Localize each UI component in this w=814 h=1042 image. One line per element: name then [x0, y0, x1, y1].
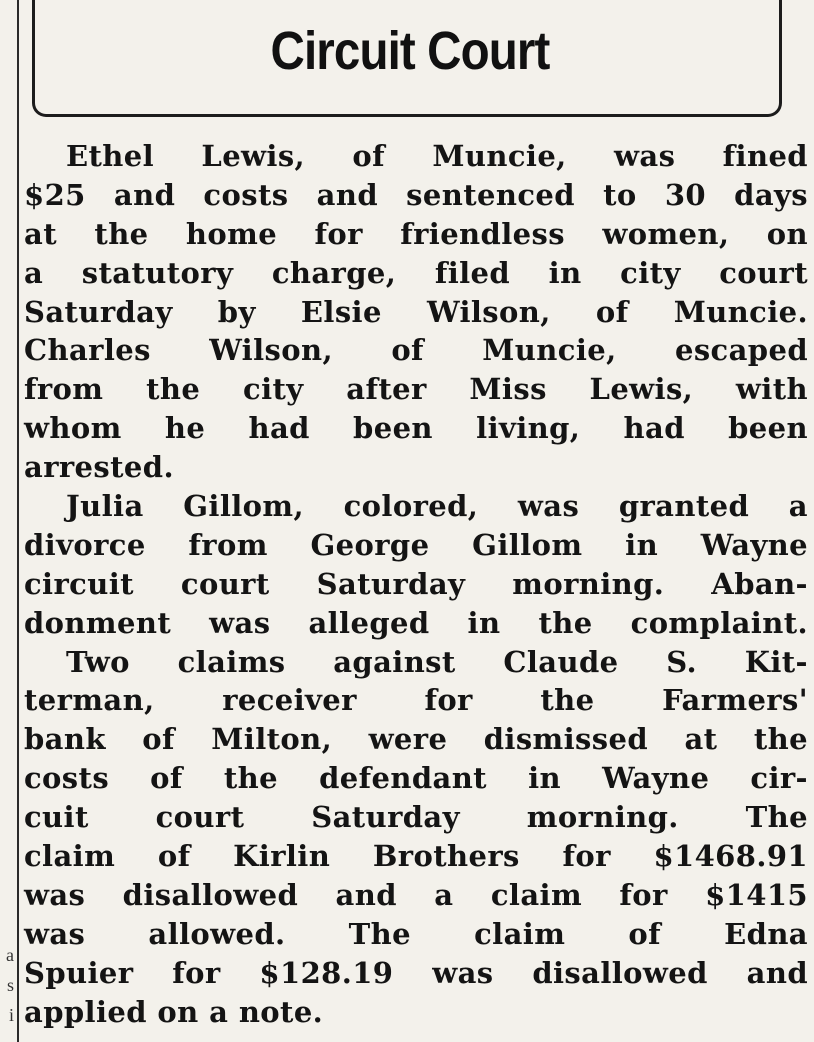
article-line: was allowed. The claim of Edna [24, 916, 808, 951]
article-line: a statutory charge, filed in city court [24, 255, 808, 290]
article-line: Saturday by Elsie Wilson, of Muncie. [24, 294, 808, 329]
article-line: from the city after Miss Lewis, with [24, 372, 808, 407]
column-rule [17, 0, 19, 1042]
margin-fragment: i [8, 1005, 14, 1025]
paragraph [24, 643, 808, 1032]
margin-fragment: a [6, 945, 14, 965]
article-line: was disallowed and a claim for $1415 [24, 877, 808, 912]
article-line: applied on a note. [24, 994, 324, 1029]
article-line: bank of Milton, were dismissed at the [24, 722, 808, 757]
article-line: Julia Gillom, colored, was granted a [66, 489, 808, 524]
article-line: Ethel Lewis, of Muncie, was fined [66, 139, 808, 173]
article-line: Charles Wilson, of Muncie, escaped [24, 333, 808, 368]
article-body [24, 137, 808, 1031]
headline-box [32, 10, 782, 117]
headline: Circuit Court [270, 21, 550, 81]
article-line: whom he had been living, had been [24, 411, 808, 446]
article-line: terman, receiver for the Farmers' [24, 683, 808, 718]
paragraph [24, 487, 808, 643]
article-line: at the home for friendless women, on [24, 216, 808, 251]
article-line: claim of Kirlin Brothers for $1468.91 [24, 839, 808, 874]
article-line: divorce from George Gillom in Wayne [24, 527, 808, 562]
article-line: donment was alleged in the complaint. [24, 605, 808, 640]
paragraph [24, 137, 808, 487]
article-line: arrested. [24, 450, 174, 485]
article-line: Two claims against Claude S. Kit- [66, 644, 808, 679]
article-line: costs of the defendant in Wayne cir- [24, 761, 808, 796]
article-line: $25 and costs and sentenced to 30 days [24, 177, 808, 212]
margin-fragments [0, 940, 14, 1030]
margin-fragment: s [6, 975, 14, 995]
article-line: Spuier for $128.19 was disallowed and [24, 955, 808, 990]
article-line: cuit court Saturday morning. The [24, 800, 808, 835]
article-line: circuit court Saturday morning. Aban- [24, 566, 808, 601]
